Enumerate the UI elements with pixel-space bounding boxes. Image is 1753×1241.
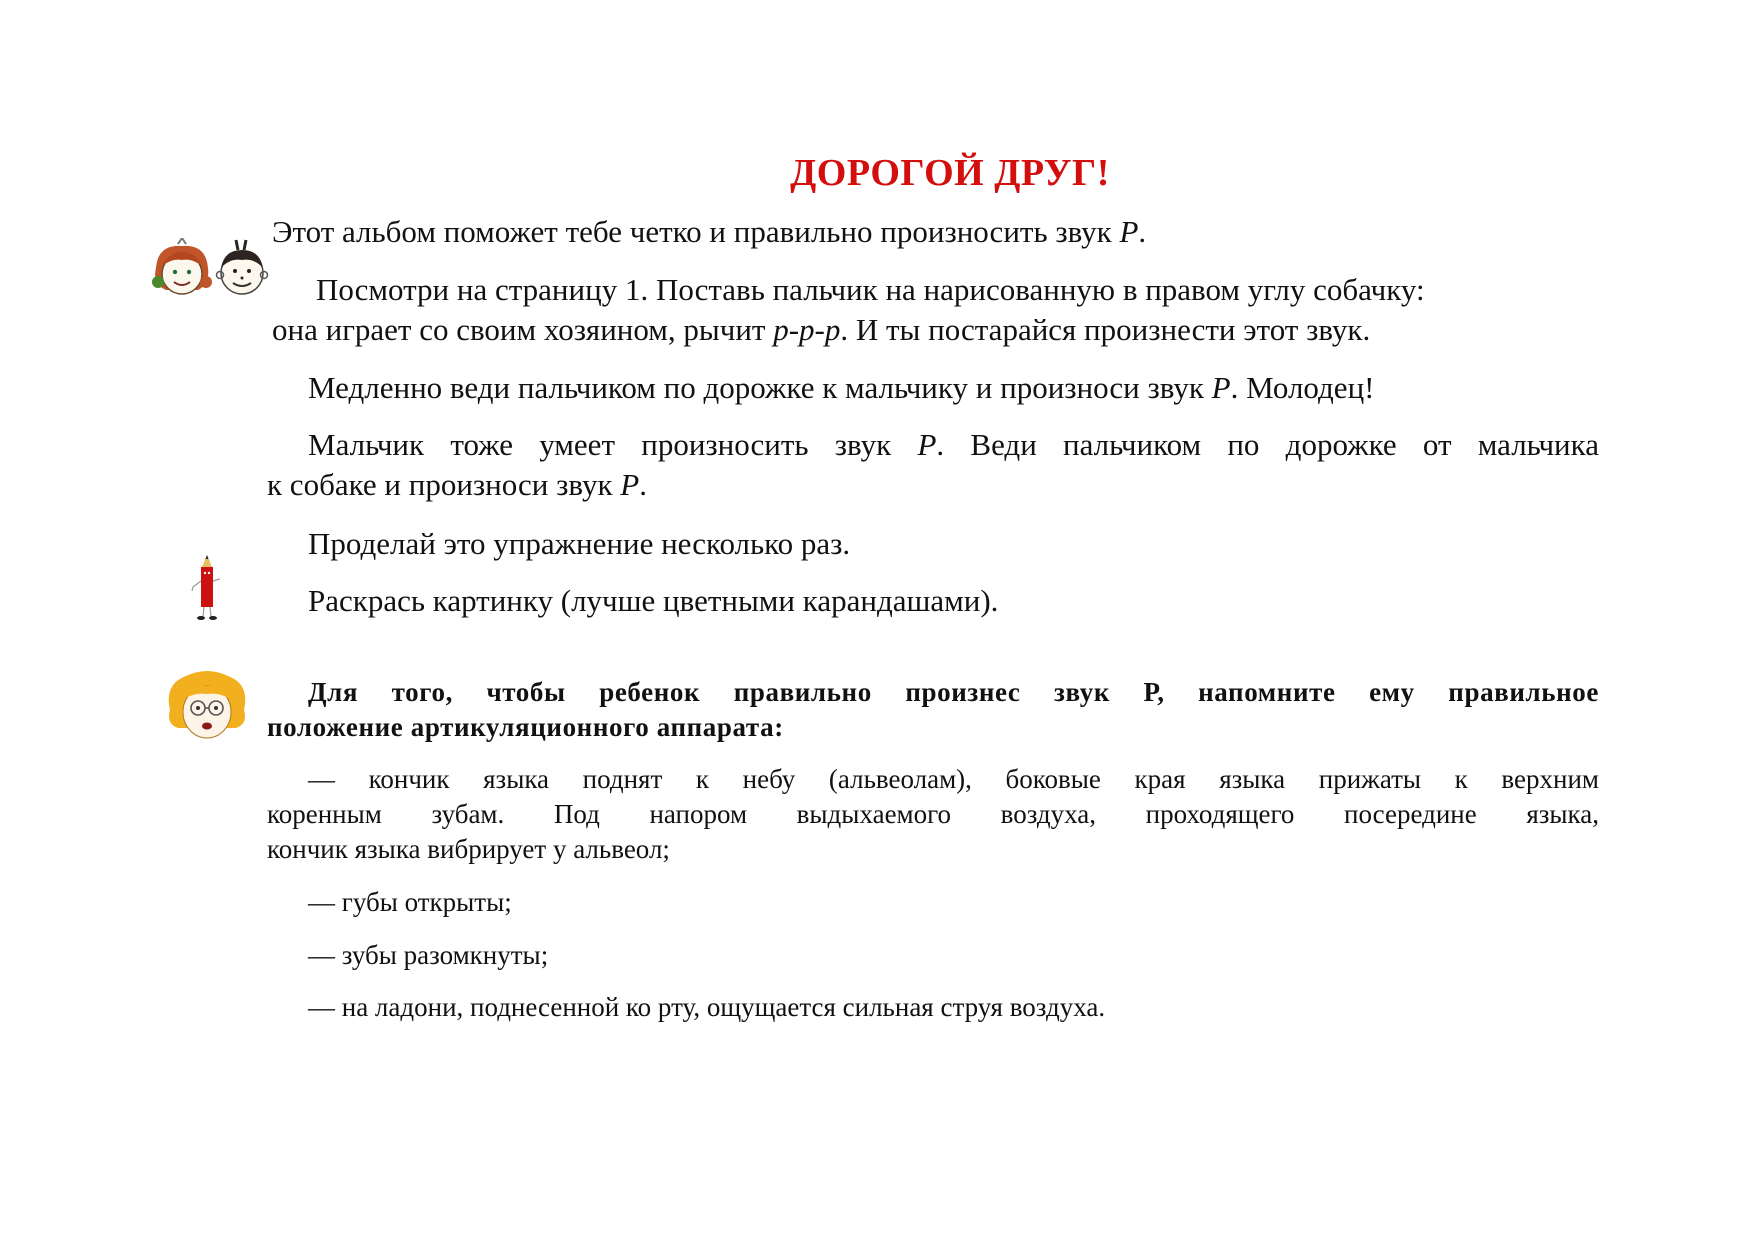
- parent-intro-line2: положение артикуляционного аппарата:: [267, 712, 784, 742]
- paragraph-text: .: [639, 467, 647, 502]
- parent-intro-line1: Для того, чтобы ребенок правильно произнес звук Р, напомните ему правильное: [308, 677, 1599, 707]
- list-item-tongue-line1: — кончик языка поднят к небу (альвеолам), боковые края языка прижаты к верхним: [308, 764, 1599, 794]
- paragraph-text: Посмотри на страницу 1. Поставь пальчик на нарисованную в правом углу собачку:: [316, 272, 1425, 307]
- paragraph-text: . Веди пальчиком по дорожке от мальчика: [936, 427, 1599, 462]
- paragraph-text: к собаке и произноси звук: [267, 467, 621, 502]
- paragraph-slowly: [308, 370, 1374, 406]
- list-item-tongue-line3: кончик языка вибрирует у альвеол;: [267, 834, 670, 864]
- list-item-teeth: — зубы разомкнуты;: [308, 940, 549, 970]
- paragraph-repeat: Проделай это упражнение несколько раз.: [308, 526, 851, 561]
- paragraph-boy-line1: [308, 427, 1599, 463]
- list-item-lips: — губы открыты;: [308, 887, 512, 917]
- paragraph-look-line1: [316, 272, 1425, 308]
- italic-letter: Р: [1119, 214, 1139, 249]
- paragraph-text: Мальчик тоже умеет произносить звук: [308, 427, 918, 462]
- paragraph-text: Этот альбом поможет тебе четко и правильно произносить звук: [272, 214, 1120, 249]
- italic-sound: р-р-р: [773, 312, 841, 347]
- italic-letter: Р: [1211, 370, 1231, 405]
- boy-and-girl-faces-icon: [148, 238, 270, 304]
- paragraph-intro: [272, 214, 1146, 250]
- pencil-character-icon: [188, 553, 226, 621]
- italic-letter: Р: [917, 427, 937, 462]
- list-item-air: — на ладони, поднесенной ко рту, ощущается сильная струя воздуха.: [308, 992, 1106, 1022]
- page-title: ДОРОГОЙ ДРУГ!: [790, 152, 1110, 194]
- paragraph-text: Медленно веди пальчиком по дорожке к мальчику и произноси звук: [308, 370, 1212, 405]
- paragraph-end: .: [1138, 214, 1147, 249]
- paragraph-text: она играет со своим хозяином, рычит: [272, 312, 774, 347]
- paragraph-text: . Молодец!: [1230, 370, 1375, 405]
- list-item-tongue-line2: коренным зубам. Под напором выдыхаемого воздуха, проходящего посередине языка,: [267, 799, 1599, 829]
- paragraph-text: . И ты постарайся произнести этот звук.: [840, 312, 1371, 347]
- paragraph-look-line2: [272, 312, 1370, 348]
- paragraph-boy-line2: [267, 467, 647, 503]
- paragraph-coloring: Раскрась картинку (лучше цветными карандашами).: [308, 583, 999, 618]
- italic-letter: Р: [620, 467, 640, 502]
- woman-with-glasses-icon: [164, 670, 250, 742]
